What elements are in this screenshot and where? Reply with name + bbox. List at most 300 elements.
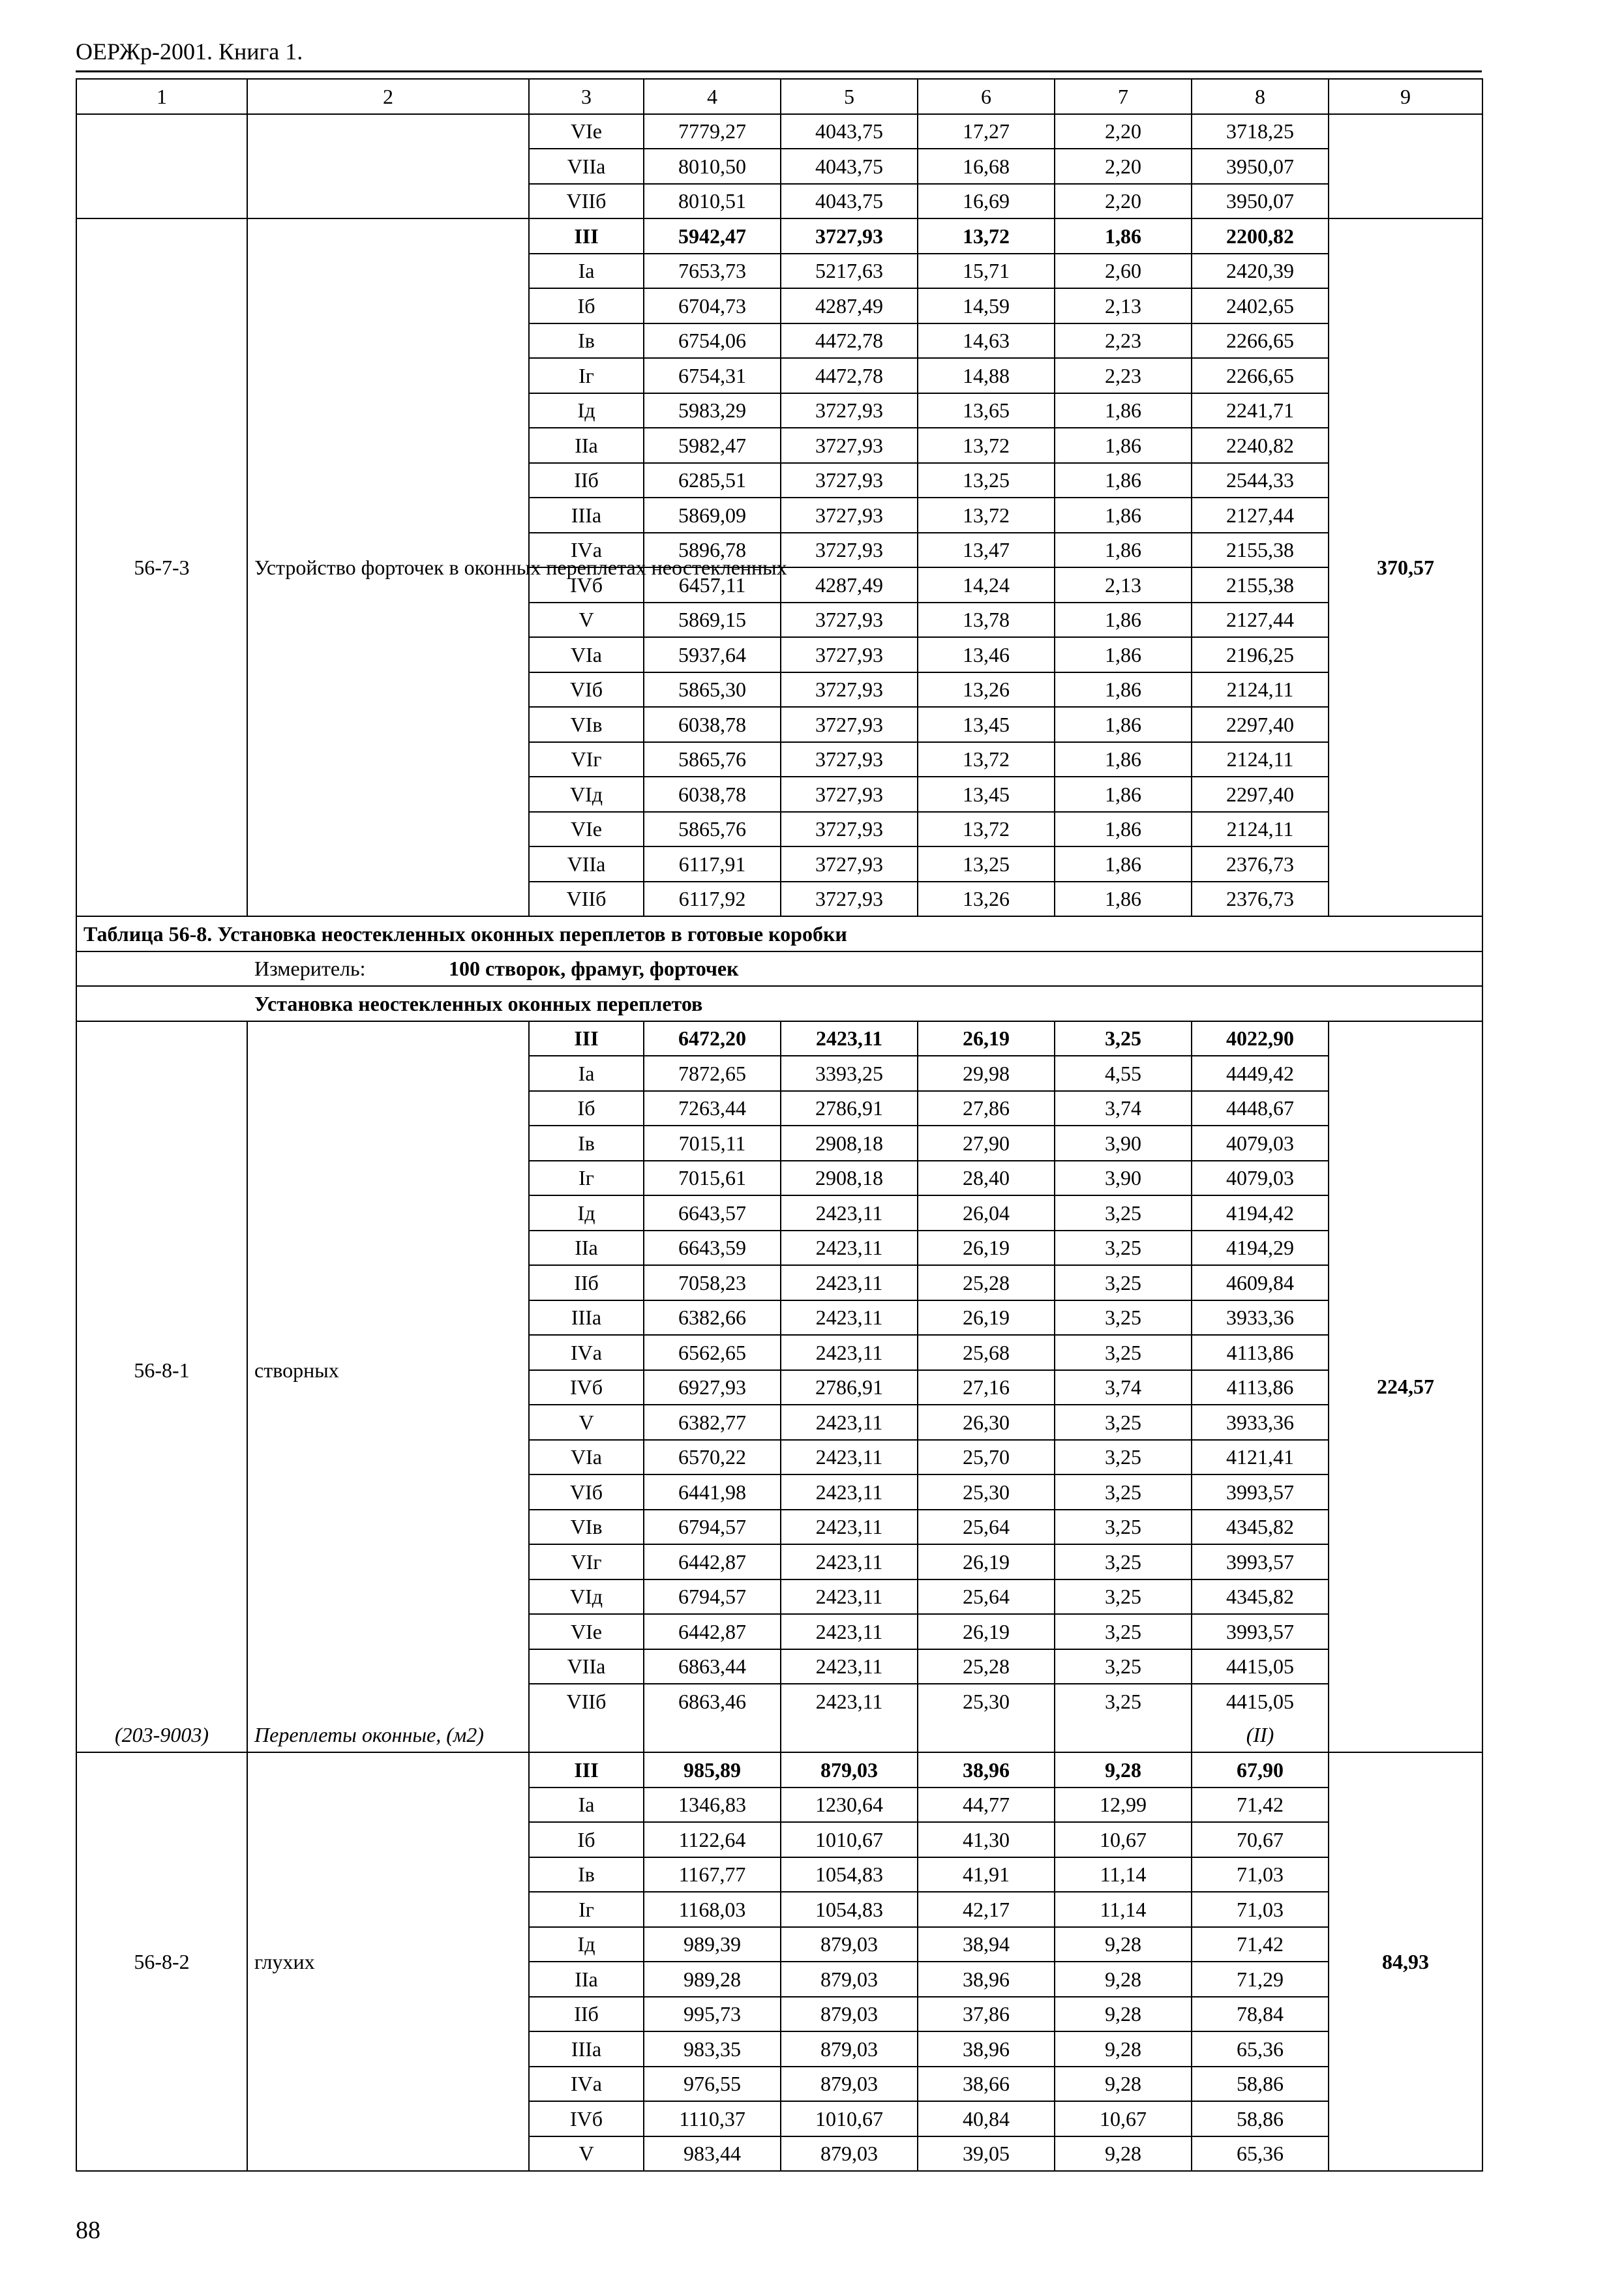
rate-value: 38,96: [918, 2031, 1055, 2067]
rate-value: 1,86: [1055, 846, 1192, 882]
rate-value: 13,78: [918, 603, 1055, 638]
table-row: [76, 218, 1482, 254]
rate-value: 2124,11: [1192, 672, 1329, 708]
column-number: 2: [247, 79, 529, 114]
rate-value: 1,86: [1055, 707, 1192, 742]
zone-code: VIд: [529, 777, 644, 812]
header-rule: [76, 70, 1482, 72]
zone-code: Iа: [529, 1056, 644, 1091]
empty-cell: [781, 1718, 918, 1753]
item-description: створных: [247, 1021, 529, 1718]
rate-value: 27,16: [918, 1370, 1055, 1405]
rate-value: 1230,64: [781, 1788, 918, 1823]
rate-value: 995,73: [644, 1997, 781, 2032]
rate-value: 26,30: [918, 1405, 1055, 1440]
rate-value: 2,23: [1055, 323, 1192, 359]
rate-value: 1346,83: [644, 1788, 781, 1823]
rate-value: 4472,78: [781, 323, 918, 359]
rate-value: 3,90: [1055, 1161, 1192, 1196]
column-9-value: [1329, 114, 1482, 219]
zone-code: Iг: [529, 358, 644, 393]
empty-cell: [1055, 1718, 1192, 1753]
rate-value: 4194,42: [1192, 1195, 1329, 1231]
rate-value: 70,67: [1192, 1822, 1329, 1857]
item-code: 56-7-3: [76, 218, 247, 916]
rate-value: 42,17: [918, 1892, 1055, 1927]
zone-code: Iд: [529, 1927, 644, 1962]
rate-value: 3993,57: [1192, 1614, 1329, 1649]
rate-value: 2423,11: [781, 1405, 918, 1440]
rate-value: 2124,11: [1192, 812, 1329, 847]
rate-value: 38,96: [918, 1752, 1055, 1788]
rate-value: 4415,05: [1192, 1684, 1329, 1718]
rate-value: 13,45: [918, 777, 1055, 812]
zone-code: VIв: [529, 707, 644, 742]
rate-value: 7872,65: [644, 1056, 781, 1091]
zone-code: Iа: [529, 254, 644, 289]
rate-value: 983,35: [644, 2031, 781, 2067]
zone-code: VIе: [529, 812, 644, 847]
zone-code: Iд: [529, 1195, 644, 1231]
rate-value: 1054,83: [781, 1892, 918, 1927]
rate-value: 4113,86: [1192, 1335, 1329, 1370]
zone-code: VIд: [529, 1579, 644, 1615]
rate-value: 6794,57: [644, 1510, 781, 1545]
rate-value: 2376,73: [1192, 846, 1329, 882]
zone-code: V: [529, 2136, 644, 2172]
rate-value: 13,47: [918, 533, 1055, 568]
rate-value: 2127,44: [1192, 603, 1329, 638]
rate-value: 8010,50: [644, 149, 781, 184]
rate-value: 38,94: [918, 1927, 1055, 1962]
column-number: 7: [1055, 79, 1192, 114]
rate-value: 6754,06: [644, 323, 781, 359]
rate-value: 4043,75: [781, 149, 918, 184]
rate-value: 38,96: [918, 1962, 1055, 1997]
rate-value: 71,42: [1192, 1788, 1329, 1823]
rate-value: 13,26: [918, 672, 1055, 708]
rate-value: 1,86: [1055, 218, 1192, 254]
measure-label: Измеритель:: [254, 957, 366, 981]
rate-value: 1,86: [1055, 882, 1192, 917]
rate-value: 25,64: [918, 1579, 1055, 1615]
table-row: [76, 114, 1482, 149]
rate-value: 3950,07: [1192, 184, 1329, 219]
rate-value: 4121,41: [1192, 1440, 1329, 1475]
rate-value: 3727,93: [781, 603, 918, 638]
rate-value: 3727,93: [781, 218, 918, 254]
column-9-value: 224,57: [1329, 1021, 1482, 1753]
rate-value: 41,91: [918, 1857, 1055, 1893]
rate-value: 17,27: [918, 114, 1055, 149]
column-number: 1: [76, 79, 247, 114]
rate-value: 2908,18: [781, 1126, 918, 1161]
rate-value: 1122,64: [644, 1822, 781, 1857]
item-description: [247, 114, 529, 219]
rate-value: 13,25: [918, 846, 1055, 882]
rate-value: 1167,77: [644, 1857, 781, 1893]
zone-code: VIе: [529, 114, 644, 149]
rate-value: 6570,22: [644, 1440, 781, 1475]
zone-code: VIIа: [529, 846, 644, 882]
zone-code: VIб: [529, 1474, 644, 1510]
material-quantity: (II): [1192, 1718, 1329, 1753]
rate-value: 6038,78: [644, 777, 781, 812]
zone-code: IVб: [529, 567, 644, 603]
rate-value: 25,70: [918, 1440, 1055, 1475]
rate-value: 39,05: [918, 2136, 1055, 2172]
zone-code: IVб: [529, 1370, 644, 1405]
zone-code: III: [529, 1752, 644, 1788]
rates-table: [76, 78, 1483, 2172]
rate-value: 3727,93: [781, 707, 918, 742]
rate-value: 1054,83: [781, 1857, 918, 1893]
rate-value: 8010,51: [644, 184, 781, 219]
zone-code: VIIб: [529, 882, 644, 917]
rate-value: 7058,23: [644, 1265, 781, 1300]
rate-value: 6643,59: [644, 1231, 781, 1266]
zone-code: VIг: [529, 742, 644, 777]
rate-value: 25,64: [918, 1510, 1055, 1545]
rate-value: 1,86: [1055, 428, 1192, 463]
rate-value: 13,26: [918, 882, 1055, 917]
rate-value: 5865,76: [644, 742, 781, 777]
zone-code: Iв: [529, 1126, 644, 1161]
rate-value: 13,65: [918, 393, 1055, 428]
rate-value: 2,13: [1055, 288, 1192, 323]
rate-value: 2423,11: [781, 1579, 918, 1615]
rate-value: 1,86: [1055, 393, 1192, 428]
zone-code: V: [529, 1405, 644, 1440]
rate-value: 3,25: [1055, 1231, 1192, 1266]
rate-value: 12,99: [1055, 1788, 1192, 1823]
rate-value: 3727,93: [781, 428, 918, 463]
rate-value: 5982,47: [644, 428, 781, 463]
rate-value: 25,30: [918, 1474, 1055, 1510]
rate-value: 4,55: [1055, 1056, 1192, 1091]
rate-value: 13,25: [918, 463, 1055, 498]
rate-value: 976,55: [644, 2067, 781, 2102]
rate-value: 4415,05: [1192, 1649, 1329, 1684]
rate-value: 6472,20: [644, 1021, 781, 1056]
table-title-row: [76, 916, 1482, 951]
rate-value: 2266,65: [1192, 323, 1329, 359]
zone-code: VIIа: [529, 1649, 644, 1684]
rate-value: 78,84: [1192, 1997, 1329, 2032]
measure-row: [76, 951, 1482, 987]
rate-value: 4472,78: [781, 358, 918, 393]
rate-value: 3,74: [1055, 1370, 1192, 1405]
zone-code: VIг: [529, 1544, 644, 1579]
rate-value: 3933,36: [1192, 1300, 1329, 1336]
rate-value: 27,86: [918, 1091, 1055, 1126]
rate-value: 879,03: [781, 2031, 918, 2067]
rate-value: 3933,36: [1192, 1405, 1329, 1440]
material-name: Переплеты оконные, (м2): [247, 1718, 529, 1753]
rate-value: 11,14: [1055, 1892, 1192, 1927]
rate-value: 4287,49: [781, 288, 918, 323]
column-number: 3: [529, 79, 644, 114]
rate-value: 6038,78: [644, 707, 781, 742]
rate-value: 4079,03: [1192, 1126, 1329, 1161]
rate-value: 5865,30: [644, 672, 781, 708]
rate-value: 6562,65: [644, 1335, 781, 1370]
rate-value: 1,86: [1055, 498, 1192, 533]
zone-code: VIIб: [529, 1684, 644, 1718]
rate-value: 2420,39: [1192, 254, 1329, 289]
rate-value: 3,25: [1055, 1510, 1192, 1545]
rate-value: 5869,09: [644, 498, 781, 533]
rate-value: 13,45: [918, 707, 1055, 742]
rate-value: 3,25: [1055, 1649, 1192, 1684]
page-header: ОЕРЖр-2001. Книга 1.: [76, 38, 303, 65]
zone-code: Iд: [529, 393, 644, 428]
zone-code: IIб: [529, 1997, 644, 2032]
rate-value: 1010,67: [781, 1822, 918, 1857]
zone-code: IIа: [529, 1962, 644, 1997]
rate-value: 28,40: [918, 1161, 1055, 1196]
rate-value: 4022,90: [1192, 1021, 1329, 1056]
rate-value: 6285,51: [644, 463, 781, 498]
rate-value: 4449,42: [1192, 1056, 1329, 1091]
rate-value: 13,72: [918, 498, 1055, 533]
rate-value: 5869,15: [644, 603, 781, 638]
zone-code: VIб: [529, 672, 644, 708]
rate-value: 65,36: [1192, 2031, 1329, 2067]
rate-value: 2423,11: [781, 1510, 918, 1545]
rate-value: 2200,82: [1192, 218, 1329, 254]
zone-code: III: [529, 1021, 644, 1056]
rate-value: 3727,93: [781, 637, 918, 672]
rate-value: 14,88: [918, 358, 1055, 393]
rate-value: 5865,76: [644, 812, 781, 847]
rate-value: 2786,91: [781, 1091, 918, 1126]
rate-value: 4113,86: [1192, 1370, 1329, 1405]
rate-value: 879,03: [781, 1927, 918, 1962]
rate-value: 985,89: [644, 1752, 781, 1788]
rate-value: 3,25: [1055, 1265, 1192, 1300]
rate-value: 879,03: [781, 1962, 918, 1997]
rate-value: 2266,65: [1192, 358, 1329, 393]
column-9-value: 84,93: [1329, 1752, 1482, 2171]
rate-value: 13,72: [918, 428, 1055, 463]
measure-value: 100 створок, фрамуг, форточек: [449, 957, 739, 981]
rate-value: 6457,11: [644, 567, 781, 603]
rate-value: 2423,11: [781, 1335, 918, 1370]
item-code: 56-8-2: [76, 1752, 247, 2171]
rate-value: 1,86: [1055, 463, 1192, 498]
rate-value: 2297,40: [1192, 777, 1329, 812]
zone-code: Iа: [529, 1788, 644, 1823]
rate-value: 2376,73: [1192, 882, 1329, 917]
rate-value: 58,86: [1192, 2101, 1329, 2136]
rate-value: 2908,18: [781, 1161, 918, 1196]
rate-value: 4079,03: [1192, 1161, 1329, 1196]
rate-value: 3727,93: [781, 672, 918, 708]
rate-value: 5217,63: [781, 254, 918, 289]
rate-value: 15,71: [918, 254, 1055, 289]
rate-value: 2241,71: [1192, 393, 1329, 428]
rate-value: 2402,65: [1192, 288, 1329, 323]
rate-value: 3727,93: [781, 742, 918, 777]
rate-value: 26,19: [918, 1544, 1055, 1579]
rate-value: 13,72: [918, 812, 1055, 847]
rate-value: 4345,82: [1192, 1510, 1329, 1545]
rate-value: 2,23: [1055, 358, 1192, 393]
rate-value: 16,68: [918, 149, 1055, 184]
rate-value: 14,63: [918, 323, 1055, 359]
zone-code: Iб: [529, 1822, 644, 1857]
rate-value: 26,19: [918, 1021, 1055, 1056]
rate-value: 3727,93: [781, 777, 918, 812]
rate-value: 13,72: [918, 218, 1055, 254]
rate-value: 6441,98: [644, 1474, 781, 1510]
rate-value: 1110,37: [644, 2101, 781, 2136]
rate-value: 1,86: [1055, 777, 1192, 812]
rate-value: 3,25: [1055, 1405, 1192, 1440]
rate-value: 1168,03: [644, 1892, 781, 1927]
rate-value: 11,14: [1055, 1857, 1192, 1893]
rate-value: 2155,38: [1192, 533, 1329, 568]
zone-code: VIа: [529, 637, 644, 672]
rate-value: 26,19: [918, 1300, 1055, 1336]
rate-value: 4043,75: [781, 114, 918, 149]
rate-value: 3393,25: [781, 1056, 918, 1091]
rate-value: 27,90: [918, 1126, 1055, 1161]
rate-value: 9,28: [1055, 1962, 1192, 1997]
rate-value: 65,36: [1192, 2136, 1329, 2172]
rate-value: 6117,92: [644, 882, 781, 917]
rate-value: 3,90: [1055, 1126, 1192, 1161]
rate-value: 879,03: [781, 1752, 918, 1788]
rate-value: 3,25: [1055, 1440, 1192, 1475]
rate-value: 2,13: [1055, 567, 1192, 603]
table-row: [76, 1021, 1482, 1056]
zone-code: IIIа: [529, 498, 644, 533]
zone-code: Iг: [529, 1892, 644, 1927]
rate-value: 3727,93: [781, 533, 918, 568]
rate-value: 6927,93: [644, 1370, 781, 1405]
rate-value: 2,20: [1055, 184, 1192, 219]
zone-code: Iг: [529, 1161, 644, 1196]
rate-value: 2127,44: [1192, 498, 1329, 533]
rate-value: 1,86: [1055, 812, 1192, 847]
rate-value: 6382,66: [644, 1300, 781, 1336]
rate-value: 4609,84: [1192, 1265, 1329, 1300]
rate-value: 44,77: [918, 1788, 1055, 1823]
rate-value: 6794,57: [644, 1579, 781, 1615]
rate-value: 6704,73: [644, 288, 781, 323]
rate-value: 2423,11: [781, 1474, 918, 1510]
rate-value: 879,03: [781, 1997, 918, 2032]
rate-value: 2297,40: [1192, 707, 1329, 742]
rate-value: 3,25: [1055, 1021, 1192, 1056]
rate-value: 2423,11: [781, 1649, 918, 1684]
rate-value: 29,98: [918, 1056, 1055, 1091]
zone-code: III: [529, 218, 644, 254]
rate-value: 2544,33: [1192, 463, 1329, 498]
rate-value: 25,30: [918, 1684, 1055, 1718]
zone-code: Iб: [529, 1091, 644, 1126]
rate-value: 3,74: [1055, 1091, 1192, 1126]
rate-value: 67,90: [1192, 1752, 1329, 1788]
rate-value: 26,19: [918, 1614, 1055, 1649]
rate-value: 58,86: [1192, 2067, 1329, 2102]
rate-value: 3993,57: [1192, 1474, 1329, 1510]
rate-value: 989,28: [644, 1962, 781, 1997]
rate-value: 2423,11: [781, 1231, 918, 1266]
empty-cell: [529, 1718, 644, 1753]
rate-value: 983,44: [644, 2136, 781, 2172]
rate-value: 3,25: [1055, 1195, 1192, 1231]
rate-value: 1,86: [1055, 672, 1192, 708]
rate-value: 10,67: [1055, 2101, 1192, 2136]
zone-code: IVа: [529, 2067, 644, 2102]
zone-code: IIб: [529, 1265, 644, 1300]
item-description: Устройство форточек в оконных переплетах неостекленных: [247, 218, 529, 916]
rate-value: 71,03: [1192, 1857, 1329, 1893]
rate-value: 2,20: [1055, 114, 1192, 149]
rate-value: 4345,82: [1192, 1579, 1329, 1615]
rate-value: 4287,49: [781, 567, 918, 603]
section-title: Установка неостекленных оконных переплетов: [76, 986, 1482, 1021]
rate-value: 3,25: [1055, 1300, 1192, 1336]
material-code: (203-9003): [76, 1718, 247, 1753]
rate-value: 3727,93: [781, 812, 918, 847]
empty-cell: [644, 1718, 781, 1753]
rate-value: 1,86: [1055, 533, 1192, 568]
rate-value: 2423,11: [781, 1544, 918, 1579]
rate-value: 7653,73: [644, 254, 781, 289]
rate-value: 26,19: [918, 1231, 1055, 1266]
section-row: [76, 986, 1482, 1021]
material-row: [76, 1718, 1482, 1753]
rate-value: 3993,57: [1192, 1544, 1329, 1579]
rate-value: 5983,29: [644, 393, 781, 428]
rate-value: 2423,11: [781, 1300, 918, 1336]
rate-value: 879,03: [781, 2067, 918, 2102]
rate-value: 4194,29: [1192, 1231, 1329, 1266]
rate-value: 2,60: [1055, 254, 1192, 289]
rate-value: 879,03: [781, 2136, 918, 2172]
rate-value: 2423,11: [781, 1440, 918, 1475]
rate-value: 2,20: [1055, 149, 1192, 184]
rate-value: 2423,11: [781, 1021, 918, 1056]
rate-value: 6117,91: [644, 846, 781, 882]
item-description: глухих: [247, 1752, 529, 2171]
rate-value: 3,25: [1055, 1544, 1192, 1579]
rate-value: 7015,61: [644, 1161, 781, 1196]
zone-code: IIа: [529, 1231, 644, 1266]
rate-value: 9,28: [1055, 2031, 1192, 2067]
rate-value: 1010,67: [781, 2101, 918, 2136]
zone-code: IVа: [529, 533, 644, 568]
rate-value: 9,28: [1055, 1997, 1192, 2032]
table-row: [76, 1752, 1482, 1788]
column-number: 6: [918, 79, 1055, 114]
rate-value: 6382,77: [644, 1405, 781, 1440]
rate-value: 6442,87: [644, 1614, 781, 1649]
rate-value: 71,03: [1192, 1892, 1329, 1927]
column-9-value: 370,57: [1329, 218, 1482, 916]
rate-value: 2423,11: [781, 1195, 918, 1231]
rate-value: 3,25: [1055, 1684, 1192, 1718]
rate-value: 5942,47: [644, 218, 781, 254]
rate-value: 3727,93: [781, 882, 918, 917]
rate-value: 14,59: [918, 288, 1055, 323]
rate-value: 1,86: [1055, 637, 1192, 672]
rate-value: 13,72: [918, 742, 1055, 777]
